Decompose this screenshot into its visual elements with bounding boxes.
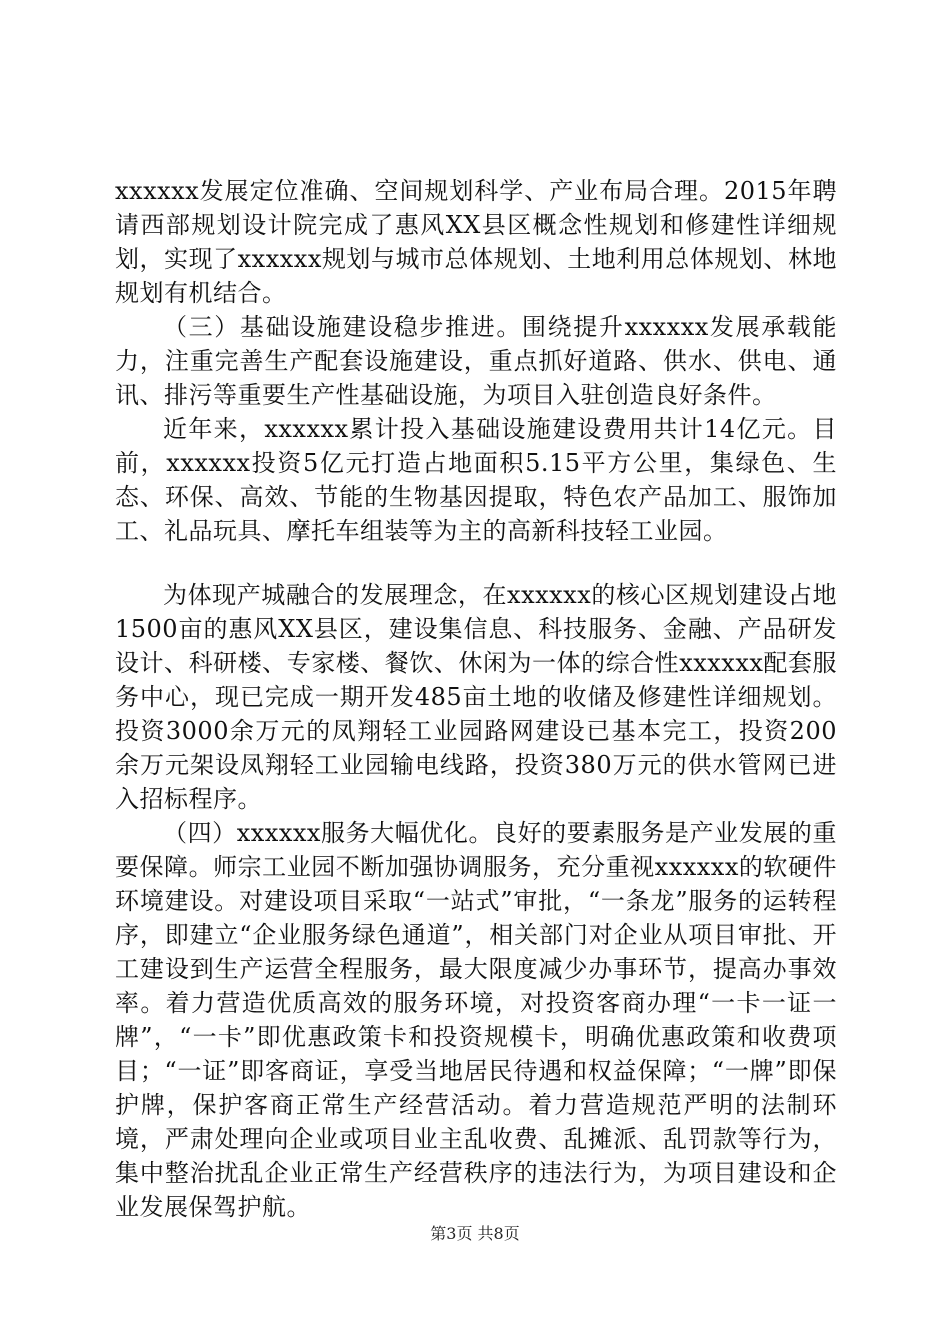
document-body	[115, 174, 837, 1224]
paragraph-planning-continuation: xxxxxx发展定位准确、空间规划科学、产业布局合理。2015年聘请西部规划设计院完成了惠风XX县区概念性规划和修建性详细规划，实现了xxxxxx规划与城市总体规划、土地利用总体规划、林地规划有机结合。	[115, 177, 837, 307]
page-number-footer: 第3页 共8页	[430, 1224, 520, 1243]
paragraph-infrastructure-heading: （三）基础设施建设稳步推进。围绕提升xxxxxx发展承载能力，注重完善生产配套设施建设，重点抓好道路、供水、供电、通讯、排污等重要生产性基础设施，为项目入驻创造良好条件。	[115, 313, 837, 409]
paragraph-service-optimization: （四）xxxxxx服务大幅优化。良好的要素服务是产业发展的重要保障。师宗工业园不断加强协调服务，充分重视xxxxxx的软硬件环境建设。对建设项目采取“一站式”审批，“一条龙”服务的运转程序，即建立“企业服务绿色通道”，相关部门对企业从项目审批、开工建设到生产运营全程服务，最大限度减少办事环节，提高办事效率。着力营造优质高效的服务环境，对投资客商办理“一卡一证一牌”，“一卡”即优惠政策卡和投资规模卡，明确优惠政策和收费项目；“一证”即客商证，享受当地居民待遇和权益保障；“一牌”即保护牌，保护客商正常生产经营活动。着力营造规范严明的法制环境，严肃处理向企业或项目业主乱收费、乱摊派、乱罚款等行为，集中整治扰乱企业正常生产经营秩序的违法行为，为项目建设和企业发展保驾护航。	[115, 819, 837, 1221]
paragraph-infrastructure-investment: 近年来，xxxxxx累计投入基础设施建设费用共计14亿元。目前，xxxxxx投资5亿元打造占地面积5.15平方公里，集绿色、生态、环保、高效、节能的生物基因提取，特色农产品加工、服饰加工、礼品玩具、摩托车组装等为主的高新科技轻工业园。	[115, 415, 837, 545]
paragraph-city-integration: 为体现产城融合的发展理念，在xxxxxx的核心区规划建设占地1500亩的惠风XX县区，建设集信息、科技服务、金融、产品研发设计、科研楼、专家楼、餐饮、休闲为一体的综合性xxxxxx配套服务中心，现已完成一期开发485亩土地的收储及修建性详细规划。投资3000余万元的凤翔轻工业园路网建设已基本完工，投资200余万元架设凤翔轻工业园输电线路，投资380万元的供水管网已进入招标程序。	[115, 581, 837, 813]
